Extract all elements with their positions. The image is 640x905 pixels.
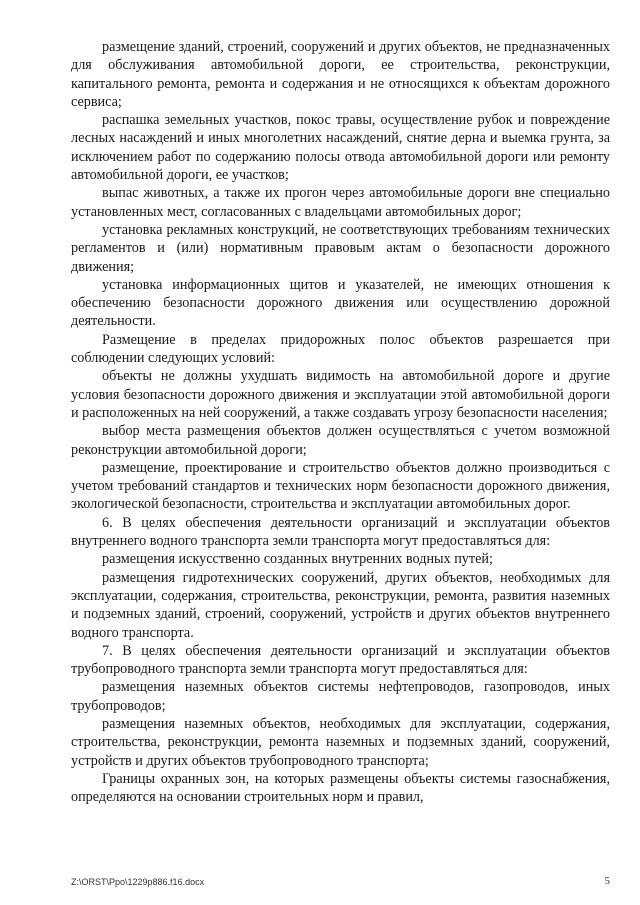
page-number: 5 bbox=[604, 875, 610, 887]
paragraph: размещения наземных объектов, необходимых для эксплуатации, содержания, строительства, реконструкции, ремонта наземных и подземных зданий, сооружений, устройств и других объектов трубопроводного транспорта; bbox=[71, 715, 610, 769]
paragraph: размещения искусственно созданных внутренних водных путей; bbox=[102, 551, 493, 568]
paragraph: Границы охранных зон, на которых размещены объекты системы газоснабжения, определяются на основании строительных норм и правил, bbox=[71, 770, 610, 806]
document-body bbox=[71, 38, 610, 806]
section-7-paragraph: 7. В целях обеспечения деятельности организаций и эксплуатации объектов трубопроводного транспорта земли транспорта могут предоставляться для: bbox=[71, 642, 610, 678]
paragraph: Размещение в пределах придорожных полос объектов разрешается при соблюдении следующих условий: bbox=[71, 331, 610, 367]
paragraph: выпас животных, а также их прогон через автомобильные дороги вне специально установленных мест, согласованных с владельцами автомобильных дорог; bbox=[71, 185, 610, 220]
paragraph: размещение зданий, строений, сооружений и других объектов, не предназначенных для обслуживания автомобильной дороги, ее строительства, реконструкции, капитального ремонта, ремонта и содержания и не относящихся к объектам дорожного сервиса; bbox=[71, 39, 610, 110]
paragraph: размещения наземных объектов системы нефтепроводов, газопроводов, иных трубопроводов; bbox=[71, 679, 610, 714]
paragraph: размещения гидротехнических сооружений, других объектов, необходимых для эксплуатации, содержания, строительства, реконструкции, ремонта, развития наземных и подземных зданий, строений, сооружений, устройств и других объектов внутреннего водного транспорта. bbox=[71, 569, 610, 641]
section-6-paragraph: 6. В целях обеспечения деятельности организаций и эксплуатации объектов внутреннего водного транспорта земли транспорта могут предоставляться для: bbox=[71, 514, 610, 550]
paragraph: установка рекламных конструкций, не соответствующих требованиям технических регламентов и (или) нормативным правовым актам о безопасности дорожного движения; bbox=[71, 221, 610, 275]
paragraph: размещение, проектирование и строительство объектов должно производиться с учетом требований стандартов и технических норм безопасности дорожного движения, экологической безопасности, строительства и эксплуатации автомобильных дорог. bbox=[71, 459, 610, 513]
paragraph: выбор места размещения объектов должен осуществляться с учетом возможной реконструкции автомобильной дороги; bbox=[71, 423, 610, 458]
paragraph: объекты не должны ухудшать видимость на автомобильной дороге и другие условия безопасности дорожного движения и эксплуатации этой автомобильной дороги и расположенных на ней сооружений, а также создавать угрозу безопасности населения; bbox=[71, 368, 610, 421]
paragraph: распашка земельных участков, покос травы, осуществление рубок и повреждение лесных насаждений и иных многолетних насаждений, снятие дерна и выемка грунта, за исключением работ по содержанию полосы отвода автомобильной дороги или ремонту автомобильной дороги, ее участков; bbox=[71, 112, 610, 184]
paragraph: установка информационных щитов и указателей, не имеющих отношения к обеспечению безопасности дорожного движения или осуществлению дорожной деятельности. bbox=[71, 276, 610, 330]
footer-file-path: Z:\ORST\Ppo\1229p886.f16.docx bbox=[71, 877, 205, 887]
